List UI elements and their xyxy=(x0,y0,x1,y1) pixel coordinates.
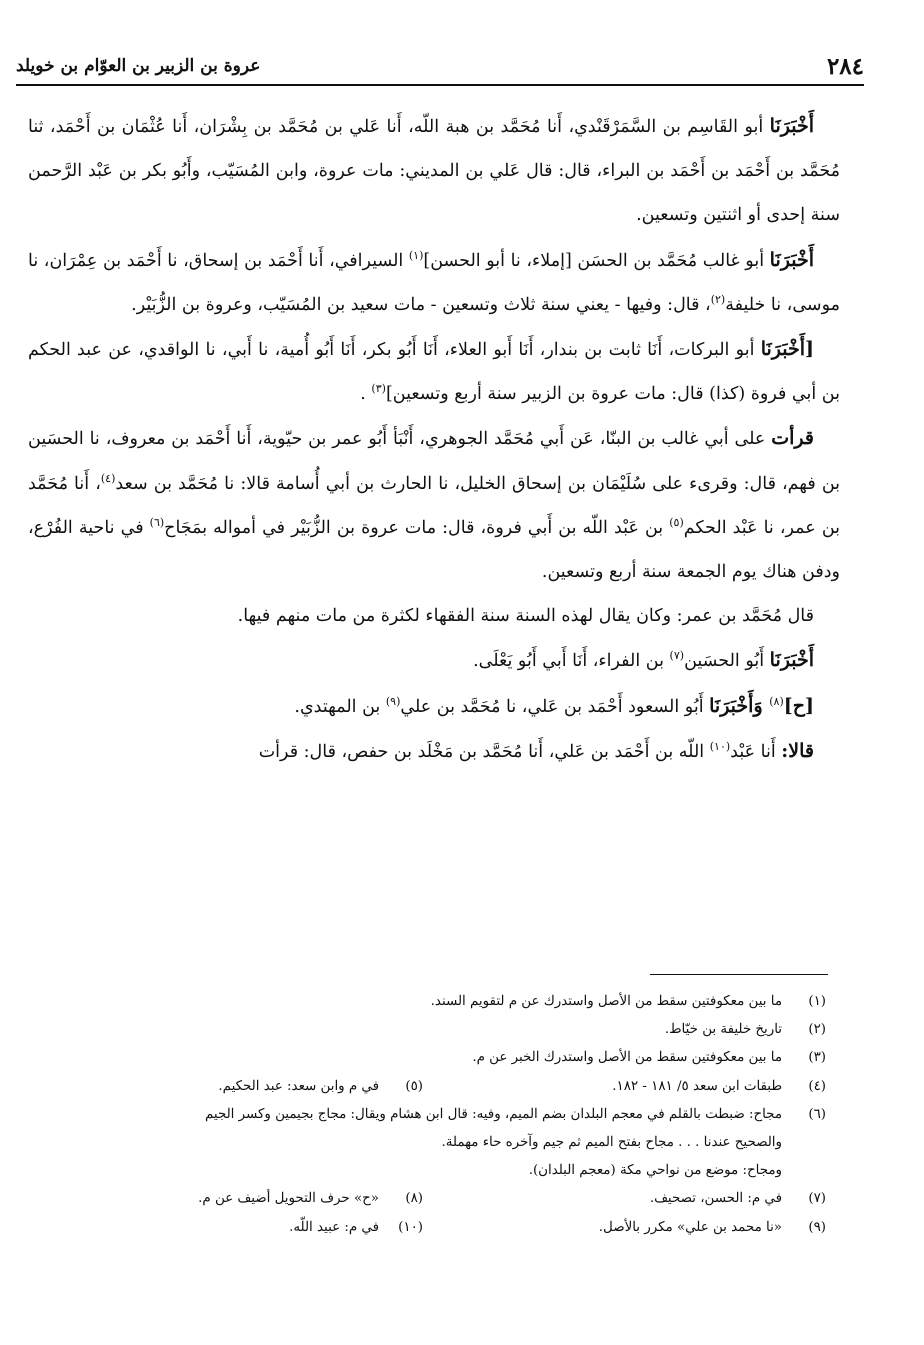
paragraph-6 xyxy=(28,638,840,683)
paragraph-1 xyxy=(28,104,840,238)
paragraph-text: أبو القَاسِم بن السَّمَرْقَنْدي، أَنا مُحَمَّد بن هبة اللّه، أَنا عَلي بن مُحَمَّد بن بِشْرَان، أَنا عُثْمَان بن أَحْمَد، ثنا مُحَمَّد بن أَحْمَد بن أَحْمَد بن البراء، قال: قال عَلي بن المديني: مات عروة، وابن المُسَيّب، وأَبُو بكر بن عَبْد الرَّحمن سنة إحدى أو اثنتين وتسعين. xyxy=(28,117,840,226)
footnote-number: (٩) xyxy=(808,1219,826,1235)
paragraph-3 xyxy=(28,327,840,416)
footnote-ref[interactable]: (٢) xyxy=(710,292,726,306)
footnote-ref[interactable]: (٩) xyxy=(385,694,401,708)
footnote-number: (٨) xyxy=(405,1191,423,1207)
footnote-3 xyxy=(20,1044,826,1072)
footnote-9-10 xyxy=(20,1214,826,1242)
footnote-1 xyxy=(20,988,826,1016)
paragraph-4 xyxy=(28,416,840,594)
footnote-4-5 xyxy=(20,1073,826,1101)
paragraph-text: ، قال: وفيها - يعني سنة ثلاث وتسعين - مات سعيد بن المُسَيّب، وعروة بن الزُّبَيْر. xyxy=(131,294,711,315)
paragraph-2 xyxy=(28,238,840,327)
paragraph-text: أَنا عَبْد xyxy=(730,741,782,762)
footnote-text: مجاح: ضبطت بالقلم في معجم البلدان بضم الميم، وفيه: قال ابن هشام ويقال: مجاج بجيمين وكسر الجيم xyxy=(205,1106,782,1122)
running-title: عروة بن الزبير بن العوّام بن خويلد xyxy=(16,56,261,76)
footnote-ref[interactable]: (٥) xyxy=(669,516,684,529)
footnote-ref[interactable]: (٣) xyxy=(371,382,386,396)
paragraph-text: على أبي غالب بن البنّا، عَن أَبي مُحَمَّد الجوهري، أَنْبَأ أَبُو عمر بن حيّوية، أَنا أَحْمَد بن معروف، نا الحسَين بن فهم، قال: وقرىء على سُلَيْمَان بن إسحاق الخليل، نا الحارث بن أبي أُسامة قالا: نا مُحَمَّد بن سعد xyxy=(28,429,841,494)
paragraph-text: بن عَبْد اللّه بن أَبي فروة، قال: مات عروة بن الزُّبَيْر في أمواله بمَجَاح xyxy=(164,517,670,538)
footnote-6-continuation: ومجاح: موضع من نواحي مكة (معجم البلدان). xyxy=(528,1163,782,1179)
paragraph-8 xyxy=(28,729,840,774)
page-number: ٢٨٤ xyxy=(826,52,864,80)
footnote-number: (٧) xyxy=(808,1191,826,1207)
paragraph-text: قال مُحَمَّد بن عمر: وكان يقال لهذه السنة سنة الفقهاء لكثرة من مات منهم فيها. xyxy=(237,606,814,627)
footnote-9 xyxy=(423,1214,826,1242)
paragraph-text: أبو البركات، أَنَا ثابت بن بندار، أَنَا أَبو العلاء، أَنَا أَبُو بكر، أَنَا أَبُو أُمية، نا أَبي، نا الواقدي، عن عبد الحكم بن أبي فروة (كذا) قال: مات عروة بن الزبير سنة أربع وتسعين] xyxy=(28,340,840,405)
paragraph-text: السيرافي، أَنا أَحْمَد بن إسحاق، نا أَحْمَد بن عِمْرَان، نا موسى، نا خليفة xyxy=(28,250,840,315)
lead-word: قرأت xyxy=(771,427,814,450)
lead-word: قالا: xyxy=(781,739,814,762)
paragraph-text: اللّه بن أَحْمَد بن عَلي، أَنا مُحَمَّد بن مَخْلَد بن حفص، قال: قرأت xyxy=(258,741,710,762)
footnote-ref[interactable]: (٧) xyxy=(669,649,685,663)
footnote-ref[interactable]: (٦) xyxy=(149,516,165,529)
paragraph-text: في ناحية الفُرْع، ودفن هناك يوم الجمعة سنة أربع وتسعين. xyxy=(28,517,840,583)
paragraph-text: ، أَنا مُحَمَّد بن عمر، نا عَبْد الحكم xyxy=(28,473,841,538)
footnote-ref[interactable]: (١٠) xyxy=(709,740,731,754)
paragraph-text: بن الفراء، أَنَا أَبي أَبُو يَعْلَى. xyxy=(473,651,670,672)
footnote-ref[interactable]: (٨) xyxy=(769,694,784,708)
paragraph-text: . xyxy=(360,384,372,405)
footnote-text: تاريخ خليفة بن خيّاط. xyxy=(664,1022,782,1038)
footnote-ref[interactable]: (١) xyxy=(408,248,424,262)
paragraph-text: بن المهتدي. xyxy=(294,696,386,717)
footnote-ref[interactable]: (٤) xyxy=(100,471,116,485)
paragraph-5 xyxy=(28,594,840,638)
lead-word: أَخْبَرَنَا xyxy=(769,248,814,271)
paragraph-text: أَبُو الحسَين xyxy=(684,651,770,672)
footnote-number: (٤) xyxy=(808,1078,826,1094)
footnote-number: (١٠) xyxy=(398,1219,423,1235)
footnote-7-8 xyxy=(20,1185,826,1213)
paragraph-7 xyxy=(28,684,840,729)
footnote-text: «نا محمد بن علي» مكرر بالأصل. xyxy=(598,1219,782,1235)
footnote-6 xyxy=(20,1101,826,1129)
footnote-4 xyxy=(423,1073,826,1101)
paragraph-text: أَبُو السعود أَحْمَد بن عَلي، نا مُحَمَّد بن علي xyxy=(400,696,710,717)
page-header xyxy=(16,48,864,86)
footnote-text: في م وابن سعد: عبد الحكيم. xyxy=(218,1078,379,1094)
paragraph-text: أبو غالب مُحَمَّد بن الحسَن [إملاء، نا أبو الحسن] xyxy=(423,250,770,271)
lead-word: [ح] xyxy=(783,694,814,717)
footnote-5 xyxy=(20,1073,423,1101)
footnotes xyxy=(20,988,826,1242)
footnote-6-continuation: والصحيح عندنا . . . مجاح بفتح الميم ثم جيم وآخره حاء مهملة. xyxy=(441,1135,782,1151)
footnote-text: في م: عبيد اللّه. xyxy=(289,1219,379,1235)
footnote-text: طبقات ابن سعد ٥/ ١٨١ - ١٨٢. xyxy=(612,1078,782,1094)
footnote-text: في م: الحسن، تصحيف. xyxy=(649,1191,782,1207)
footnote-number: (٦) xyxy=(808,1106,826,1122)
footnote-text: ما بين معكوفتين سقط من الأصل واستدرك الخبر عن م. xyxy=(472,1050,782,1066)
lead-word: [أَخْبَرَنَا xyxy=(760,338,814,361)
footnote-number: (١) xyxy=(808,994,826,1009)
footnote-2 xyxy=(20,1016,826,1044)
lead-word: وَأَخْبَرَنَا xyxy=(709,694,770,717)
footnote-7 xyxy=(423,1185,826,1213)
footnote-divider xyxy=(650,974,828,975)
footnote-number: (٥) xyxy=(405,1078,423,1094)
lead-word: أَخْبَرَنَا xyxy=(769,649,814,672)
footnote-text: ما بين معكوفتين سقط من الأصل واستدرك عن م لتقويم السند. xyxy=(430,994,782,1009)
main-text xyxy=(28,104,840,774)
footnote-text: «ح» حرف التحويل أضيف عن م. xyxy=(198,1191,379,1207)
footnote-8 xyxy=(20,1185,423,1213)
lead-word: أَخْبَرَنَا xyxy=(769,115,814,137)
footnote-number: (٢) xyxy=(808,1022,826,1038)
footnote-number: (٣) xyxy=(808,1050,826,1066)
footnote-10 xyxy=(20,1214,423,1242)
